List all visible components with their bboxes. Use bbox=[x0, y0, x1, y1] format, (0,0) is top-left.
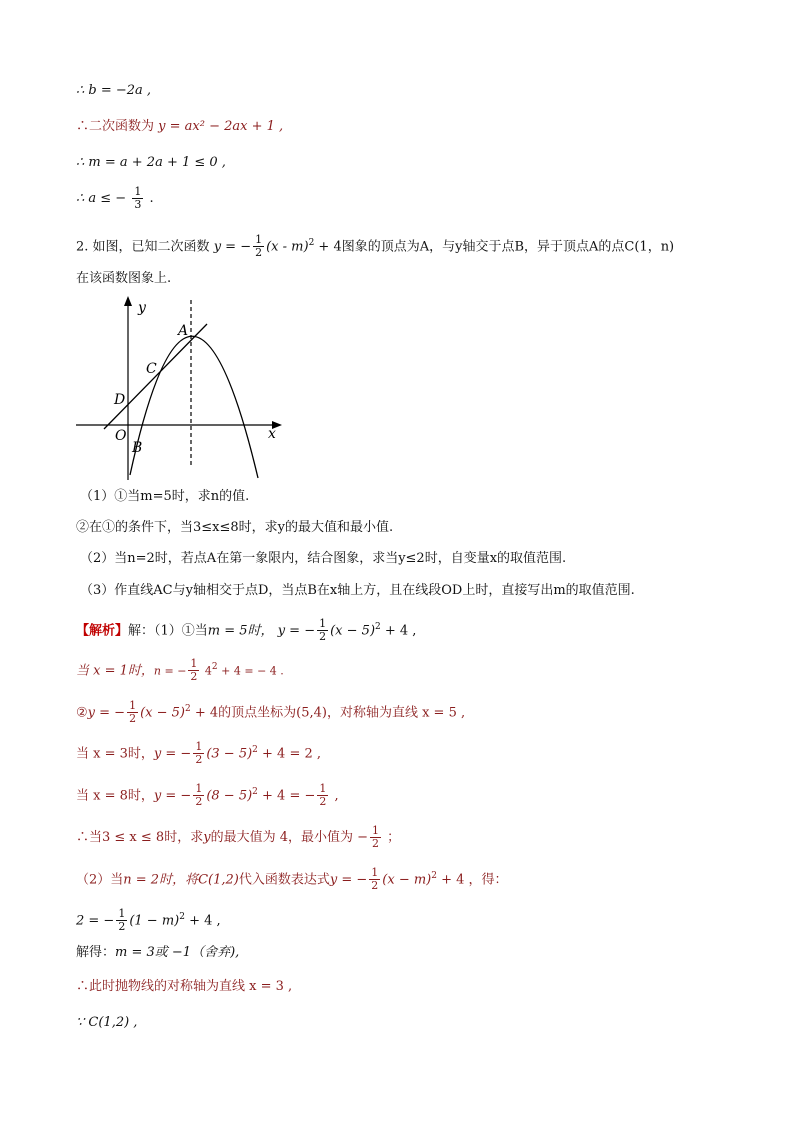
text: y = ax² − 2ax + 1 , bbox=[158, 119, 284, 134]
text: ∴二次函数为 bbox=[76, 119, 155, 134]
text: . bbox=[149, 191, 154, 206]
sub-question-1: （1）①当m=5时，求n的值. bbox=[80, 489, 250, 504]
text: ∴ m = a + 2a + 1 ≤ 0 , bbox=[76, 155, 226, 170]
point-c-label: C bbox=[146, 361, 157, 377]
solution-line bbox=[76, 186, 154, 211]
question-2-cont bbox=[76, 270, 171, 288]
origin-label: O bbox=[115, 428, 127, 444]
x-axis-label: x bbox=[268, 426, 276, 442]
solution-line: ∴此时抛物线的对称轴为直线 x = 3 , bbox=[76, 979, 293, 994]
analysis-tag: 【解析】 bbox=[76, 623, 129, 639]
solution-line: ∵ C(1,2) , bbox=[76, 1015, 138, 1030]
solution-line: ②y = − $\frac{1}{2}$ $(x - 5)^2 + 4$的顶点坐标为(5,4)，对称轴为直线 x = 5 , bbox=[76, 699, 466, 726]
text: ∴ a ≤ − bbox=[76, 191, 127, 206]
point-b-label: B bbox=[132, 440, 143, 456]
parabola-figure bbox=[74, 292, 284, 482]
solution-line: 解得：m = 3或 −1（舍弃), bbox=[76, 945, 240, 960]
text: ∴ b = −2a , bbox=[76, 83, 152, 98]
point-d-label: D bbox=[114, 392, 126, 408]
fraction: $\frac{1}{3}$ bbox=[134, 185, 142, 211]
sub-question-3: （3）作直线AC与y轴相交于点D，当点B在x轴上方，且在线段OD上时，直接写出m的取值范围. bbox=[80, 583, 635, 598]
solution-line: 2 = − $\frac{1}{2}$ $(1 - m)^2 + 4$ , bbox=[76, 907, 221, 934]
solution-line bbox=[76, 154, 226, 172]
question-2: 2. 如图，已知二次函数 y = − $\frac{1}{2}$ (x - m)$^2$ + 4图象的顶点为A，与y轴交于点B，异于顶点A的点C(1，n) bbox=[76, 233, 675, 260]
point-a-label: A bbox=[178, 323, 189, 339]
solution-line: ∴当3 ≤ x ≤ 8时，求y的最大值为 4，最小值为 − $\frac{1}{2}$ ； bbox=[76, 824, 401, 850]
y-axis-label: y bbox=[138, 300, 146, 316]
solution-header: 【解析】解：（1）①当m = 5时， y = − $\frac{1}{2}$ $(x - 5)^2 + 4$ , bbox=[76, 617, 417, 644]
text: 2. 如图，已知二次函数 bbox=[76, 239, 210, 255]
solution-line: 当 x = 8时，y = − $\frac{1}{2}$ $(8 - 5)^2 + 4$ = − $\frac{1}{2}$ , bbox=[76, 782, 339, 809]
sub-question-2: （2）当n=2时，若点A在第一象限内，结合图象，求当y≤2时，自变量x的取值范围. bbox=[80, 551, 567, 566]
solution-line: （2）当n = 2时，将C(1,2)代入函数表达式y = − $\frac{1}{2}$ $(x - m)^2 + 4$ ，得： bbox=[76, 866, 508, 893]
solution-line: 当 x = 3时，y = − $\frac{1}{2}$ $(3 - 5)^2 + 4 = 2$ , bbox=[76, 740, 322, 767]
text: 在该函数图象上. bbox=[76, 271, 172, 286]
solution-line: 当 x = 1时，n = − $\frac{1}{2}$ $4^2 + 4$ = − 4 . bbox=[76, 657, 284, 684]
solution-line bbox=[76, 118, 283, 136]
sub-question-1b: ②在①的条件下，当3≤x≤8时，求y的最大值和最小值. bbox=[76, 520, 394, 535]
solution-line bbox=[76, 82, 151, 100]
